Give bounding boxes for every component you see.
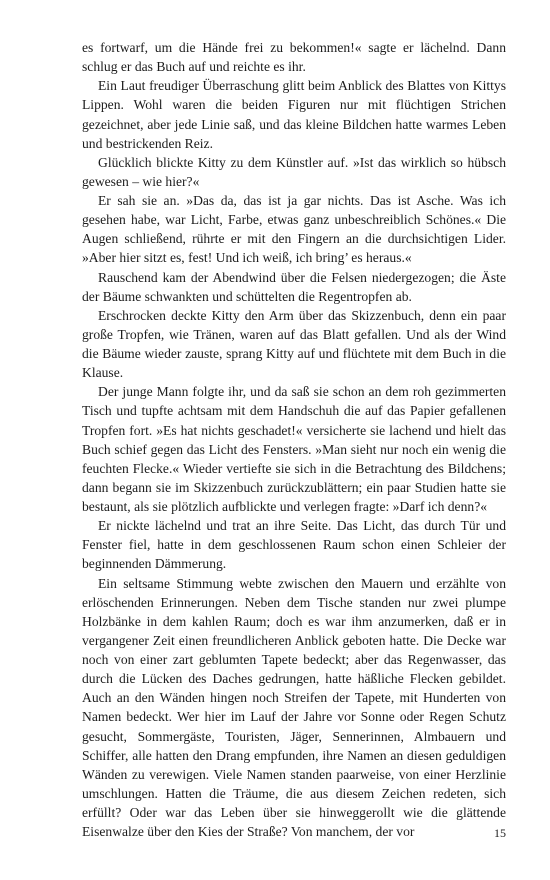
paragraph: es fortwarf, um die Hände frei zu bekommen!« sagte er lächelnd. Dann schlug er das Buch auf und reichte es ihr. xyxy=(82,40,506,75)
body-text xyxy=(82,38,506,841)
paragraph: Er sah sie an. »Das da, das ist ja gar nichts. Das ist Asche. Was ich gesehen habe, war Licht, Farbe, etwas ganz unbeschreiblich Schönes.« Die Augen schließend, rührte er mit den Fingern an die durchsichtigen Lider. »Aber hier sitzt es, fest! Und ich weiß, ich bring’ es heraus.« xyxy=(82,193,506,266)
paragraph: Erschrocken deckte Kitty den Arm über das Skizzenbuch, denn ein paar große Tropfen, wie Tränen, waren auf das Blatt gefallen. Und als der Wind die Bäume wieder zauste, sprang Kitty auf und flüchtete mit dem Buch in die Klause. xyxy=(82,307,506,381)
paragraph: Ein seltsame Stimmung webte zwischen den Mauern und erzählte von erlöschenden Erinnerungen. Neben dem Tische standen nur zwei plumpe Holzbänke in dem kahlen Raum; doch es war ihm anzumerken, daß er in vergangener Zeit einen freundlicheren Anblick geboten hatte. Die Decke war noch von einer zart geblumten Tapete bedeckt; aber das Regenwasser, das durch die Lücken des Daches gedrungen, hatte häßliche Flecken gebildet. Auch an den Wänden hingen noch Streifen der Tapete, mit Hunderten von Namen bedeckt. Wer hier im Lauf der Jahre vor Sonne oder Regen Schutz gesucht, Sommergäste, Touristen, Jäger, Sennerinnen, Almbauern und Schiffer, alle hatten den Drang empfunden, ihre Namen an diesen geduldigen Wänden zu verewigen. Viele Namen standen paarweise, von einer Herzlinie umschlungen. Hatten die Träume, die aus diesem Zeichen redeten, sich erfüllt? Oder war das Leben über sie hinweggerollt wie die glättende Eisenwalze über den Kies der Straße? Von manchem, der vor xyxy=(82,575,506,840)
page-number: 15 xyxy=(494,826,506,840)
paragraph: Der junge Mann folgte ihr, und da saß sie schon an dem roh gezimmerten Tisch und tupfte achtsam mit dem Handschuh die auf das Papier gefallenen Tropfen fort. »Es hat nichts geschadet!« versicherte sie lachend und hielt das Buch schief gegen das Licht des Fensters. »Man sieht nur noch ein wenig die feuchten Flecke.« Wieder vertiefte sie sich in die Betrachtung des Bildchens; dann begann sie im Skizzenbuch zurückzublättern; ein paar Studien hatte sie bestaunt, als sie plötzlich aufblickte und verlegen fragte: »Darf ich denn?« xyxy=(82,384,506,514)
paragraph: Er nickte lächelnd und trat an ihre Seite. Das Licht, das durch Tür und Fenster fiel, hatte in dem geschlossenen Raum schon einen Schleier der beginnenden Dämmerung. xyxy=(82,518,506,572)
paragraph: Rauschend kam der Abendwind über die Felsen niedergezogen; die Äste der Bäume schwankten und schüttelten die Regentropfen ab. xyxy=(82,269,506,304)
paragraph: Ein Laut freudiger Überraschung glitt beim Anblick des Blattes von Kittys Lippen. Wohl waren die beiden Figuren nur mit flüchtigen Strichen gezeichnet, aber jede Linie saß, und das kleine Bildchen hatte warmes Leben und bestrickenden Reiz. xyxy=(82,78,506,151)
paragraph: Glücklich blickte Kitty zu dem Künstler auf. »Ist das wirklich so hübsch gewesen – wie hier?« xyxy=(82,154,506,189)
